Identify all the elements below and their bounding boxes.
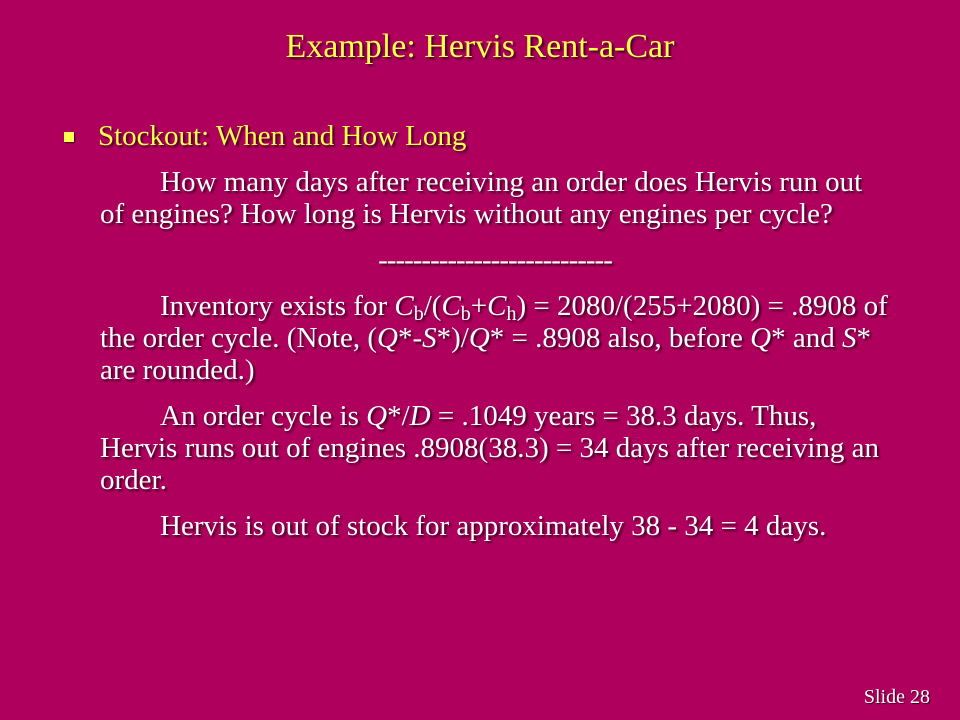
inventory-paragraph: Inventory exists for $C_b/(C_b+C_h) = 2080/(255+2080) = .8908$ of the order cycle. (Note, (Q*-S*)/Q* = .8908 also, before Q* and S* are rounded.) [100,290,888,386]
slide-body [100,166,890,556]
slide-title: Example: Hervis Rent-a-Car [285,28,675,65]
square-bullet-icon [64,132,74,142]
stockout-duration-paragraph: Hervis is out of stock for approximately 38 - 34 = 4 days. [160,510,827,542]
separator-line: --------------------------- [378,244,612,276]
bullet-heading-text: Stockout: When and How Long [98,120,467,152]
bullet-heading [64,120,466,153]
question-paragraph: How many days after receiving an order does Hervis run out of engines? How long is Hervis without any engines per cycle? [100,166,863,230]
order-cycle-paragraph: An order cycle is Q*/D = .1049 years = 38.3 days. Thus, Hervis runs out of engines .8908(38.3) = 34 days after receiving an order. [100,400,880,496]
slide-number: Slide 28 [863,686,930,708]
